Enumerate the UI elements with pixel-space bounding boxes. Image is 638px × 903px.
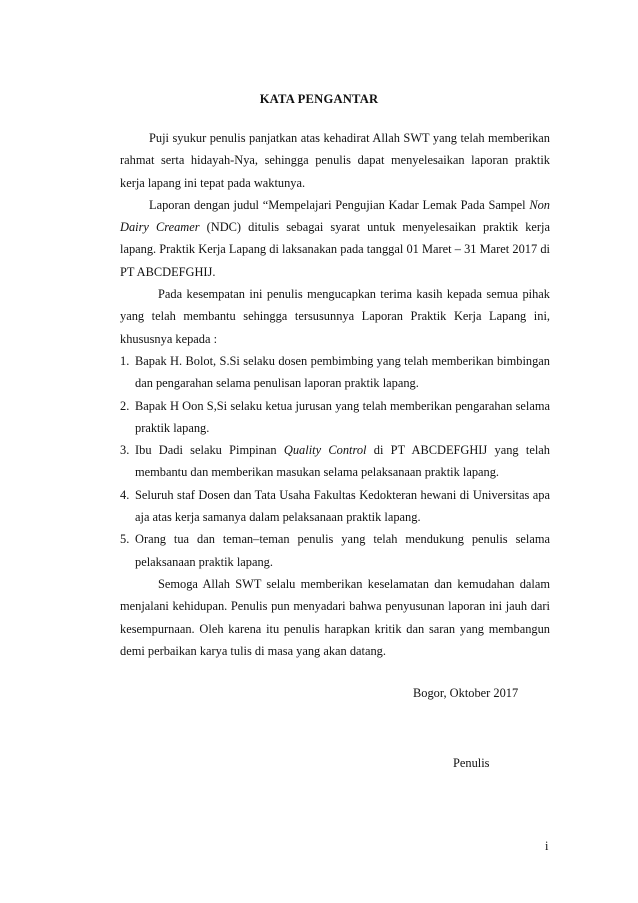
list-item: [120, 528, 550, 573]
list-item: [120, 439, 550, 484]
list-item-text-part-a: Ibu Dadi selaku Pimpinan: [135, 443, 284, 458]
paragraph-1: Puji syukur penulis panjatkan atas kehadirat Allah SWT yang telah memberikan rahmat serta hidayah-Nya, sehingga penulis dapat menyelesaikan laporan praktik kerja lapang ini tepat pada waktunya.: [120, 131, 550, 190]
list-item-number: 3.: [120, 443, 130, 458]
page-number: i: [545, 839, 549, 853]
list-item-number: 1.: [120, 353, 130, 368]
document-body: [120, 127, 550, 662]
paragraph-2-italic: Non Dairy Creamer: [120, 197, 550, 235]
paragraph-2-part-b: (NDC) ditulis sebagai syarat untuk menyelesaikan praktik kerja lapang. Praktik Kerja Lapang di laksanakan pada tanggal 01 Maret – 31 Maret 2017 di PT ABCDEFGHIJ.: [120, 220, 550, 279]
list-item-text-italic: Quality Control: [283, 443, 367, 458]
signature-place-date: Bogor, Oktober 2017: [413, 686, 519, 700]
paragraph-4: Semoga Allah SWT selalu memberikan keselamatan dan kemudahan dalam menjalani kehidupan. Penulis pun menyadari bahwa penyusunan laporan ini jauh dari kesempurnaan. Oleh karena itu penulis harapkan kritik dan saran yang membangun demi perbaikan karya tulis di masa yang akan datang.: [120, 576, 550, 658]
signature-author: Penulis: [453, 756, 490, 770]
list-item-number: 5.: [120, 532, 130, 547]
acknowledgement-list: [120, 350, 550, 573]
list-item: [120, 350, 550, 395]
list-item-number: 4.: [120, 487, 130, 502]
list-item: [120, 395, 550, 440]
page-title: KATA PENGANTAR: [259, 92, 379, 106]
list-item-text: Orang tua dan teman–teman penulis yang telah mendukung penulis selama pelaksanaan praktik lapang.: [135, 532, 550, 569]
list-item-text-part-b: di PT ABCDEFGHIJ yang telah membantu dan memberikan masukan selama pelaksanaan praktik lapang.: [135, 443, 550, 480]
paragraph-3: Pada kesempatan ini penulis mengucapkan terima kasih kepada semua pihak yang telah membantu sehingga tersusunnya Laporan Praktik Kerja Lapang ini, khususnya kepada :: [120, 287, 550, 346]
list-item-number: 2.: [120, 398, 130, 413]
list-item-text: Bapak H Oon S,Si selaku ketua jurusan yang telah memberikan pengarahan selama praktik lapang.: [135, 398, 550, 435]
paragraph-2: [120, 194, 550, 283]
list-item-text: Seluruh staf Dosen dan Tata Usaha Fakultas Kedokteran hewani di Universitas apa aja atas kerja samanya dalam pelaksanaan praktik lapang.: [135, 487, 550, 525]
list-item-text: Bapak H. Bolot, S.Si selaku dosen pembimbing yang telah memberikan bimbingan dan pengarahan selama penulisan laporan praktik lapang.: [135, 353, 550, 391]
paragraph-2-part-a: Laporan dengan judul “Mempelajari Pengujian Kadar Lemak Pada Sampel: [149, 197, 530, 212]
list-item: [120, 484, 550, 529]
